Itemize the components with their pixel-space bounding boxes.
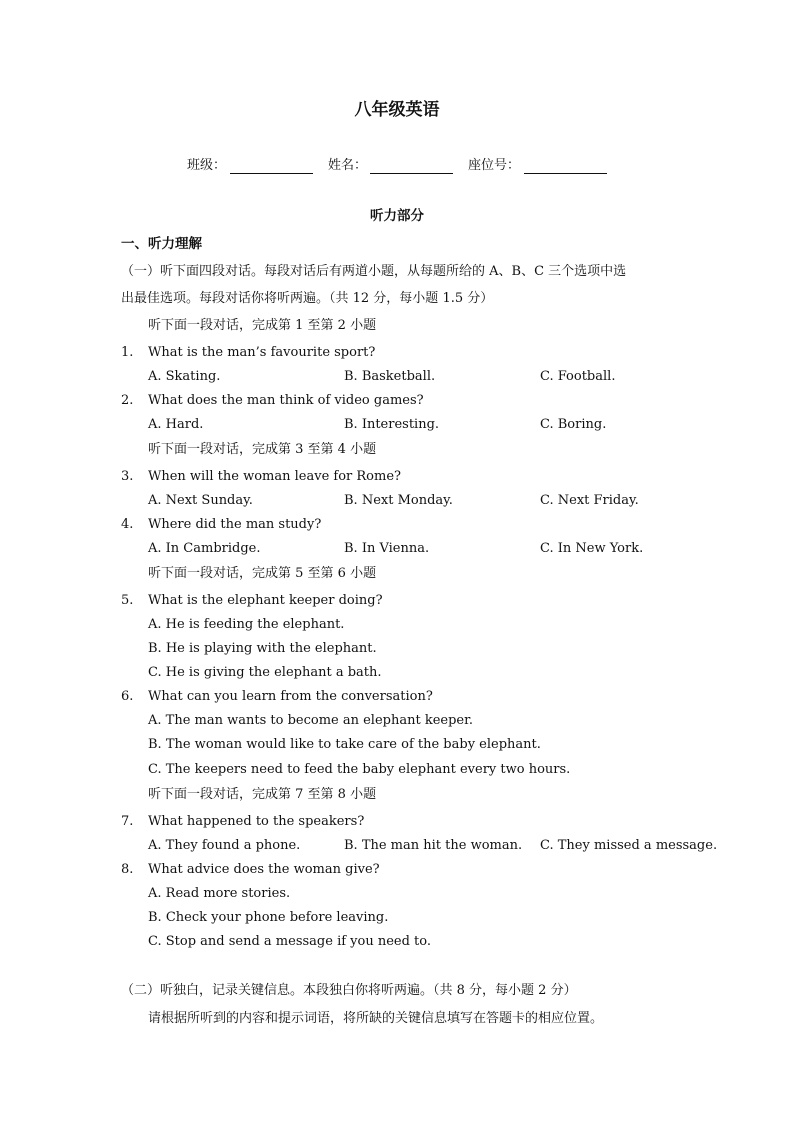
part-title: 一、听力理解 — [121, 236, 202, 252]
option-a: A. Read more stories. — [148, 886, 291, 901]
class-blank[interactable] — [230, 173, 313, 174]
option-c: C. In New York. — [540, 541, 644, 556]
seat-label: 座位号： — [468, 158, 521, 173]
name-blank[interactable] — [370, 173, 453, 174]
dialogue-instruction: 听下面一段对话，完成第 7 至第 8 小题 — [148, 787, 377, 802]
option-c: C. The keepers need to feed the baby elephant every two hours. — [148, 762, 571, 777]
part1-intro-line1: （一）听下面四段对话。每段对话后有两道小题，从每题所给的 A、B、C 三个选项中选 — [121, 264, 627, 279]
question-text: What is the elephant keeper doing? — [148, 593, 383, 608]
dialogue-instruction: 听下面一段对话，完成第 5 至第 6 小题 — [148, 566, 377, 581]
class-label: 班级： — [187, 158, 227, 173]
seat-blank[interactable] — [524, 173, 607, 174]
question-number: 1. — [121, 345, 134, 360]
question-number: 3. — [121, 469, 134, 484]
option-a: A. Next Sunday. — [148, 493, 253, 508]
question-text: What can you learn from the conversation? — [148, 689, 433, 704]
option-b: B. The man hit the woman. — [344, 838, 523, 853]
dialogue-instruction: 听下面一段对话，完成第 3 至第 4 小题 — [148, 442, 377, 457]
question-number: 4. — [121, 517, 134, 532]
page-title: 八年级英语 — [354, 100, 440, 120]
option-a: A. In Cambridge. — [148, 541, 261, 556]
question-text: When will the woman leave for Rome? — [148, 469, 401, 484]
option-a: A. He is feeding the elephant. — [148, 617, 345, 632]
name-label: 姓名： — [328, 158, 368, 173]
part1-intro-line2: 出最佳选项。每段对话你将听两遍。（共 12 分，每小题 1.5 分） — [121, 291, 494, 306]
option-a: A. They found a phone. — [148, 838, 301, 853]
option-b: B. Interesting. — [344, 417, 440, 432]
question-text: Where did the man study? — [148, 517, 322, 532]
option-b: B. Next Monday. — [344, 493, 453, 508]
option-c: C. Boring. — [540, 417, 607, 432]
option-b: B. Check your phone before leaving. — [148, 910, 389, 925]
question-number: 5. — [121, 593, 134, 608]
option-b: B. In Vienna. — [344, 541, 430, 556]
question-text: What does the man think of video games? — [148, 393, 424, 408]
option-c: C. He is giving the elephant a bath. — [148, 665, 382, 680]
question-text: What advice does the woman give? — [148, 862, 380, 877]
dialogue-instruction: 听下面一段对话，完成第 1 至第 2 小题 — [148, 318, 377, 333]
question-text: What is the man’s favourite sport? — [148, 345, 376, 360]
question-number: 8. — [121, 862, 134, 877]
option-c: C. Football. — [540, 369, 616, 384]
option-b: B. The woman would like to take care of the baby elephant. — [148, 737, 541, 752]
part2-instruction: 请根据所听到的内容和提示词语，将所缺的关键信息填写在答题卡的相应位置。 — [148, 1011, 604, 1026]
option-b: B. He is playing with the elephant. — [148, 641, 377, 656]
option-a: A. Skating. — [148, 369, 221, 384]
question-number: 2. — [121, 393, 134, 408]
section-title: 听力部分 — [370, 208, 424, 224]
question-text: What happened to the speakers? — [148, 814, 365, 829]
option-c: C. Stop and send a message if you need to. — [148, 934, 432, 949]
option-a: A. The man wants to become an elephant keeper. — [148, 713, 474, 728]
option-a: A. Hard. — [148, 417, 204, 432]
option-c: C. Next Friday. — [540, 493, 639, 508]
question-number: 7. — [121, 814, 134, 829]
option-c: C. They missed a message. — [540, 838, 718, 853]
question-number: 6. — [121, 689, 134, 704]
option-b: B. Basketball. — [344, 369, 436, 384]
part2-intro: （二）听独白，记录关键信息。本段独白你将听两遍。（共 8 分，每小题 2 分） — [121, 983, 577, 998]
